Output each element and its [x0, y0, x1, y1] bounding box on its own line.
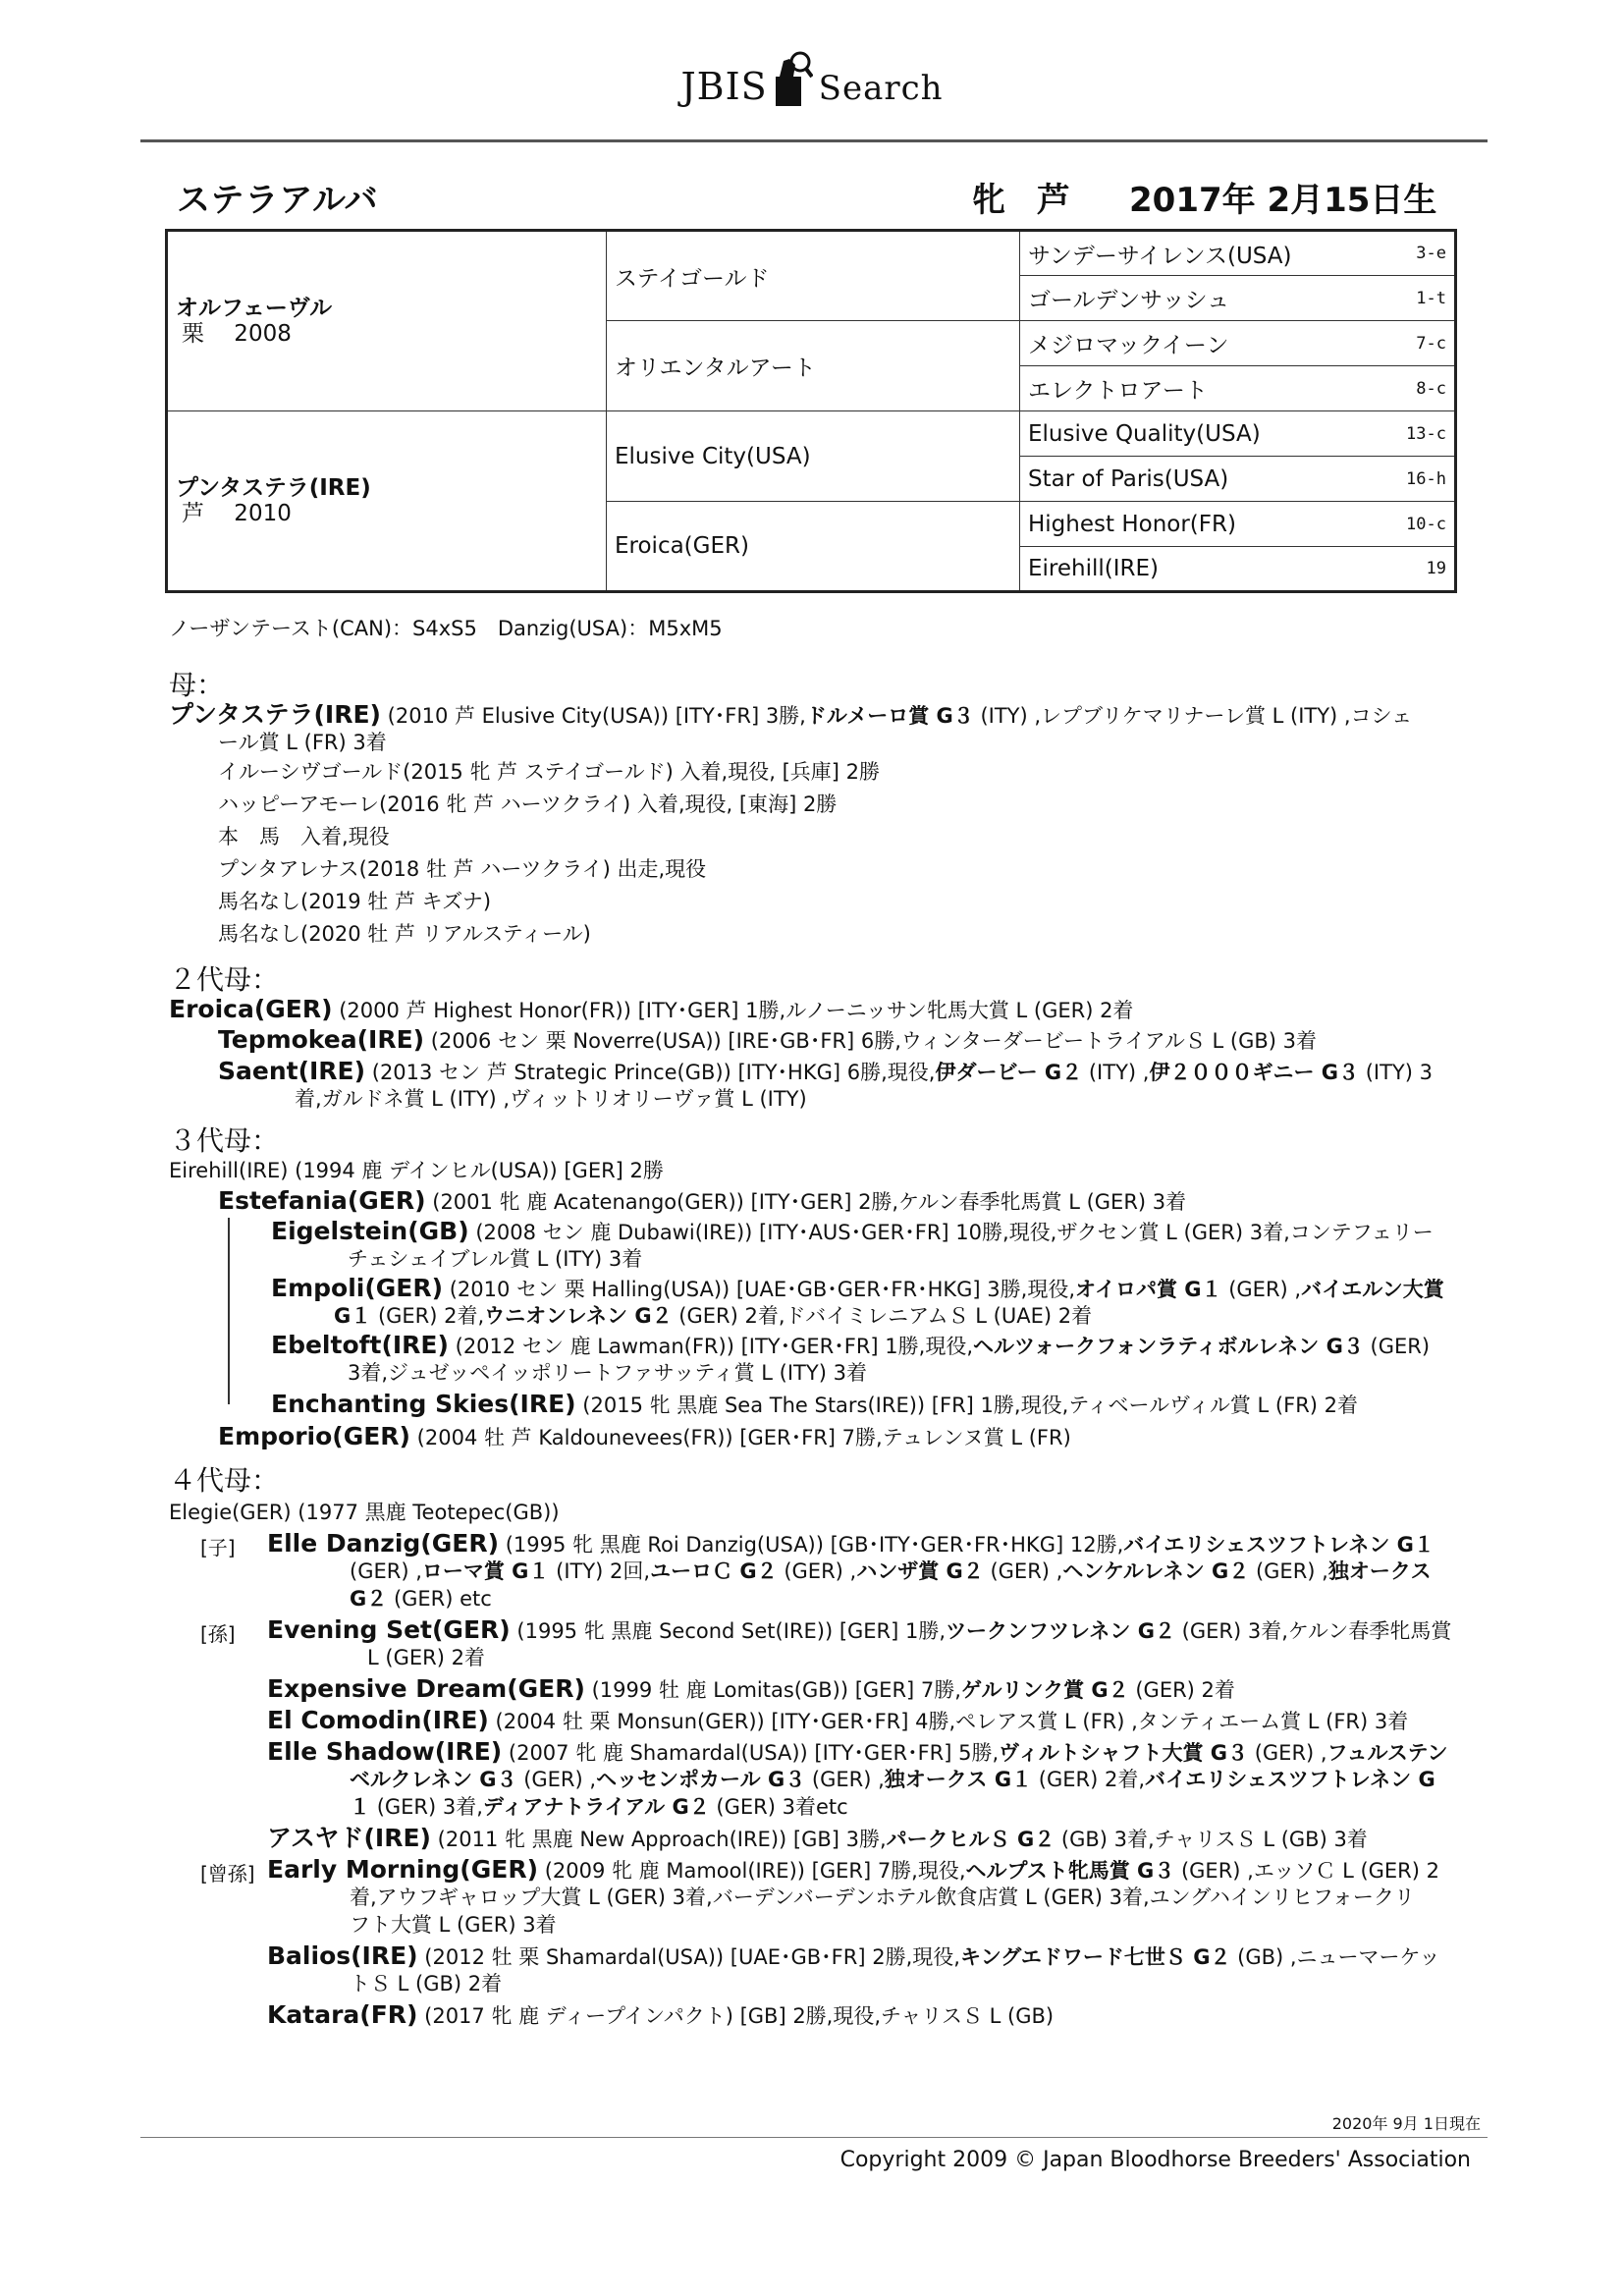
pedigree-gen3-cell	[1020, 457, 1456, 502]
section-gen3-heading: ３代母：	[169, 1124, 280, 1157]
graded-race: ベルクレネン G３	[350, 1768, 517, 1791]
section-dam-heading: 母：	[169, 669, 225, 701]
horse-link: Early Morning(GER)	[267, 1855, 538, 1884]
dam-main-line	[169, 701, 1412, 730]
family-code: 16-h	[1406, 468, 1446, 489]
pedigree-gen3-cell	[1020, 366, 1456, 411]
foal-line: ハッピーアモーレ(2016 牝 芦 ハーツクライ) 入着,現役, [東海] 2勝	[218, 793, 838, 816]
family-code: 8-c	[1416, 378, 1446, 399]
record-text: (2004 牡 栗 Monsun(GER)) [ITY･GER･FR] 4勝,ペレアス賞 L (FR) ,タンティエーム賞 L (FR) 3着	[495, 1710, 1409, 1733]
gen3-name: サンデーサイレンス(USA)	[1028, 243, 1292, 269]
graded-race: 独オークス	[1327, 1559, 1432, 1583]
gen4-line-cont: L (GER) 2着	[367, 1646, 485, 1669]
record-text: (GB) 3着,チャリスＳ L (GB) 3着	[1060, 1828, 1368, 1851]
pedigree-gen3-cell	[1020, 276, 1456, 321]
record-text: (GER) etc	[393, 1587, 492, 1611]
inbreeding-note: ノーザンテースト(CAN)：S4xS5 Danzig(USA)：M5xM5	[169, 617, 723, 640]
gen4-line	[267, 2001, 1054, 2030]
record-text: (GER) 3着,	[376, 1795, 483, 1819]
graded-race: バイエルン大賞	[1301, 1278, 1444, 1301]
horse-link: Enchanting Skies(IRE)	[271, 1390, 576, 1418]
record-text: (2015 牝 黒鹿 Sea The Stars(IRE)) [FR] 1勝,現役,ティベールヴィル賞 L (FR) 2着	[582, 1394, 1359, 1417]
pedigree-gen3-cell	[1020, 231, 1456, 276]
horse-link: Ebeltoft(IRE)	[271, 1331, 449, 1359]
gen2-main-line	[169, 996, 1133, 1024]
gen3-line	[218, 1187, 1186, 1216]
record-text: (GER) ,	[784, 1559, 857, 1583]
gen4-line-cont	[350, 1793, 848, 1821]
horse-link: Balios(IRE)	[267, 1941, 418, 1970]
graded-race: G２	[350, 1587, 388, 1611]
gen3-name: Elusive Quality(USA)	[1028, 420, 1261, 447]
record-text: (GER) 3着,ケルン春季牝馬賞	[1181, 1619, 1452, 1643]
record-text: (1995 牝 黒鹿 Second Set(IRE)) [GER] 1勝,	[516, 1619, 947, 1643]
record-text: (ITY) ,	[1088, 1061, 1150, 1084]
gen4-line-cont	[350, 1585, 492, 1613]
gen2-line	[218, 1058, 1433, 1086]
horse-link: Elle Shadow(IRE)	[267, 1737, 503, 1766]
graded-race: バイエリシェスツフトレネン G１	[1123, 1533, 1435, 1557]
record-text: (GER) 2着,	[1038, 1768, 1146, 1791]
record-text: (2006 セン 栗 Noverre(USA)) [IRE･GB･FR] 6勝,ウィンターダービートライアルＳ L (GB) 3着	[430, 1029, 1318, 1053]
record-text: (GER) 3着etc	[716, 1795, 848, 1819]
graded-race: 伊ダービー G２	[935, 1061, 1083, 1084]
horse-link: Emporio(GER)	[218, 1422, 410, 1450]
pedigree-gen3-cell	[1020, 411, 1456, 457]
foal-line: 本 馬 入着,現役	[218, 825, 390, 848]
pedigree-gen3-cell	[1020, 502, 1456, 547]
graded-race: ヘンケルレネン G２	[1062, 1559, 1250, 1583]
record-text: (2017 牝 鹿 ディープインパクト) [GB] 2勝,現役,チャリスＳ L (GB)	[424, 2004, 1055, 2028]
gen4-line-cont	[350, 1766, 1435, 1793]
gen3-name: メジロマックイーン	[1028, 333, 1229, 358]
record-text: (2011 牝 黒鹿 New Approach(IRE)) [GB] 3勝,	[437, 1828, 887, 1851]
dam-info: 芦 2010	[182, 501, 292, 526]
horse-link: Elle Danzig(GER)	[267, 1529, 500, 1558]
family-code: 19	[1426, 559, 1446, 578]
pedigree-gen3-cell	[1020, 321, 1456, 366]
record-text: (2012 牡 栗 Shamardal(USA)) [UAE･GB･FR] 2勝,現役,	[424, 1945, 960, 1969]
graded-race: ゲルリンク賞 G２	[960, 1678, 1129, 1702]
graded-race: キングエドワード七世Ｓ G２	[959, 1945, 1231, 1969]
dam-name: プンタステラ(IRE)	[176, 475, 371, 501]
record-text: (GER) ,	[811, 1768, 885, 1791]
graded-race: １	[350, 1795, 370, 1819]
record-text: (2012 セン 鹿 Lawman(FR)) [ITY･GER･FR] 1勝,現役,	[455, 1335, 974, 1358]
graded-race: ヘルツォークフォンラティボルレネン G３	[973, 1335, 1364, 1358]
pedigree-gen2-cell: オリエンタルアート	[607, 321, 1020, 411]
gen3-line	[271, 1332, 1430, 1360]
horse-link: Expensive Dream(GER)	[267, 1674, 585, 1703]
graded-race: ユーロＣ G２	[650, 1559, 778, 1583]
gen4-line	[267, 1738, 1447, 1767]
relation-tag-great-grandchild: [曾孫]	[200, 1862, 255, 1886]
gen4-line	[267, 1530, 1435, 1558]
graded-race: ドルメーロ賞 G３	[805, 704, 974, 728]
horse-link: Estefania(GER)	[218, 1186, 426, 1215]
gen3-line	[271, 1275, 1444, 1303]
gen3-line-cont	[334, 1302, 1092, 1330]
gen3-line	[271, 1218, 1434, 1246]
record-text: (GER)	[1370, 1335, 1431, 1358]
horse-link: El Comodin(IRE)	[267, 1706, 489, 1734]
record-text: (2009 牝 鹿 Mamool(IRE)) [GER] 7勝,現役,	[544, 1859, 966, 1883]
pedigree-gen3-cell	[1020, 547, 1456, 592]
graded-race: ウニオンレネン G２	[484, 1304, 673, 1328]
graded-race: ローマ賞 G１	[421, 1559, 550, 1583]
gen3-name: ゴールデンサッシュ	[1028, 288, 1230, 313]
record-text: (GER) 2着	[1135, 1678, 1235, 1702]
footer-rule	[140, 2137, 1488, 2138]
record-text: (GER) 2着,ドバイミレニアムＳ L (UAE) 2着	[678, 1304, 1093, 1328]
gen3-name: Eirehill(IRE)	[1028, 556, 1160, 581]
gen3-line	[271, 1391, 1358, 1419]
pedigree-sire	[167, 231, 607, 411]
gen4-line	[267, 1616, 1451, 1645]
graded-race: ディアナトライアル G２	[482, 1795, 710, 1819]
gen3-line-cont: 3着,ジュゼッペイッポリートファサッティ賞 L (ITY) 3着	[348, 1361, 867, 1385]
pedigree-gen2-cell: ステイゴールド	[607, 231, 1020, 321]
dam-main-text: (ITY) ,レプブリケマリナーレ賞 L (ITY) ,コシェ	[980, 704, 1413, 728]
record-text: (GER) ,	[990, 1559, 1063, 1583]
gen3-line-cont: チェシェイブレル賞 L (ITY) 3着	[348, 1247, 643, 1271]
horse-link: Katara(FR)	[267, 2000, 418, 2029]
sire-name: オルフェーヴル	[176, 296, 333, 321]
gen3-main-line: Eirehill(IRE) (1994 鹿 デインヒル(USA)) [GER] 2勝	[169, 1159, 664, 1182]
pedigree-gen2-cell: Eroica(GER)	[607, 502, 1020, 592]
pedigree-gen2-cell: Elusive City(USA)	[607, 411, 1020, 502]
record-text: (GER) ,	[523, 1768, 597, 1791]
horse-birth-date: 2017年 2月15日生	[1129, 181, 1437, 220]
foal-line: プンタアレナス(2018 牡 芦 ハーツクライ) 出走,現役	[218, 857, 707, 881]
foal-line: イルーシヴゴールド(2015 牝 芦 ステイゴールド) 入着,現役, [兵庫] 2勝	[218, 760, 880, 784]
section-gen2-heading: ２代母：	[169, 963, 280, 996]
graded-race: ヘッセンポカール G３	[596, 1768, 806, 1791]
horse-link: Evening Set(GER)	[267, 1615, 511, 1644]
graded-race: ヘルプスト牝馬賞 G３	[965, 1859, 1175, 1883]
record-text: (GB) ,ニューマーケッ	[1237, 1945, 1440, 1969]
family-code: 1-t	[1416, 288, 1446, 308]
relation-tag-child: [子]	[200, 1536, 236, 1559]
record-text: (ITY) 2回,	[556, 1559, 651, 1583]
record-text: (2013 セン 芦 Strategic Prince(GB)) [ITY･HKG] 6勝,現役,	[371, 1061, 936, 1084]
pedigree-table	[165, 229, 1457, 593]
record-text: (GER) ,エッソＣ L (GER) 2	[1180, 1859, 1440, 1883]
record-text: (2008 セン 鹿 Dubawi(IRE)) [ITY･AUS･GER･FR] 10勝,現役,ザクセン賞 L (GER) 3着,コンテフェリー	[475, 1221, 1434, 1244]
gen4-main-line: Elegie(GER) (1977 黒鹿 Teotepec(GB))	[169, 1501, 560, 1524]
dam-main-cont: ール賞 L (FR) 3着	[218, 731, 387, 754]
horse-magnifier-icon	[774, 51, 813, 108]
horse-link: アスヤド(IRE)	[267, 1824, 431, 1852]
gen3-name: Star of Paris(USA)	[1028, 465, 1229, 492]
graded-race: バイエリシェスツフトレネン G	[1145, 1768, 1435, 1791]
gen2-main-text: (2000 芦 Highest Honor(FR)) [ITY･GER] 1勝,ルノーニッサン牝馬大賞 L (GER) 2着	[339, 999, 1134, 1022]
foal-line: 馬名なし(2020 牡 芦 リアルスティール)	[218, 922, 591, 946]
horse-name: ステラアルバ	[177, 181, 379, 220]
record-text: (2007 牝 鹿 Shamardal(USA)) [ITY･GER･FR] 5勝,	[508, 1741, 1000, 1765]
record-text: (2001 牝 鹿 Acatenango(GER)) [ITY･GER] 2勝,ケルン春季牝馬賞 L (GER) 3着	[432, 1190, 1187, 1214]
gen4-line-cont: トＳ L (GB) 2着	[350, 1972, 503, 1995]
header-rule	[140, 139, 1488, 142]
record-text: (2010 セン 栗 Halling(USA)) [UAE･GB･GER･FR･HKG] 3勝,現役,	[449, 1278, 1076, 1301]
graded-race: フュルステン	[1326, 1741, 1448, 1765]
gen2-main-name: Eroica(GER)	[169, 995, 333, 1023]
family-code: 7-c	[1416, 333, 1446, 354]
record-text: (GER) ,	[1254, 1741, 1327, 1765]
gen3-name: エレクトロアート	[1028, 378, 1208, 404]
record-text: (GER) ,	[350, 1559, 422, 1583]
gen4-line	[267, 1856, 1439, 1885]
section-gen4-heading: ４代母：	[169, 1464, 280, 1497]
family-code: 13-c	[1406, 423, 1446, 444]
graded-race: ツークンフツレネン G２	[946, 1619, 1175, 1643]
record-text: (GER) ,	[1255, 1559, 1328, 1583]
graded-race: パークヒルＳ G２	[886, 1828, 1056, 1851]
gen4-line	[267, 1675, 1235, 1704]
record-text: (GER) 2着,	[377, 1304, 485, 1328]
graded-race: オイロパ賞 G１	[1075, 1278, 1222, 1301]
as-of-date: 2020年 9月 1日現在	[1331, 2114, 1481, 2133]
dam-main-name: プンタステラ(IRE)	[169, 700, 381, 729]
record-text: (ITY) 3	[1365, 1061, 1433, 1084]
gen2-line-cont: 着,ガルドネ賞 L (ITY) ,ヴィットリオリーヴァ賞 L (ITY)	[295, 1087, 807, 1111]
graded-race: ハンザ賞 G２	[856, 1559, 984, 1583]
pedigree-dam	[167, 411, 607, 592]
family-code: 10-c	[1406, 514, 1446, 534]
graded-race: ヴィルトシャフト大賞 G３	[999, 1741, 1249, 1765]
gen4-line	[267, 1707, 1408, 1735]
horse-link: Tepmokea(IRE)	[218, 1025, 425, 1054]
sire-info: 栗 2008	[182, 321, 292, 347]
horse-link: Eigelstein(GB)	[271, 1217, 469, 1245]
gen4-line	[267, 1942, 1440, 1971]
dam-main-text: (2010 芦 Elusive City(USA)) [ITY･FR] 3勝,	[387, 704, 806, 728]
family-code: 3-e	[1416, 244, 1446, 263]
jbis-search-logo	[0, 51, 1624, 108]
gen4-line-cont	[350, 1558, 1432, 1585]
gen4-line	[267, 1825, 1368, 1853]
horse-sex-color: 牝 芦	[972, 181, 1080, 220]
graded-race: G１	[334, 1304, 372, 1328]
logo-text-jbis: JBIS	[680, 65, 768, 108]
relation-tag-grandchild: [孫]	[200, 1622, 236, 1646]
record-text: (1999 牡 鹿 Lomitas(GB)) [GER] 7勝,	[591, 1678, 961, 1702]
record-text: (GER) ,	[1228, 1278, 1302, 1301]
gen4-line-cont: 着,アウフギャロップ大賞 L (GER) 3着,バーデンバーデンホテル飲食店賞 L (GER) 3着,ユングハインリヒフォークリ	[350, 1886, 1415, 1909]
gen3-line	[218, 1423, 1071, 1451]
horse-link: Saent(IRE)	[218, 1057, 366, 1085]
gen4-line-cont: フト大賞 L (GER) 3着	[350, 1913, 557, 1937]
foal-line: 馬名なし(2019 牡 芦 キズナ)	[218, 890, 492, 913]
horse-link: Empoli(GER)	[271, 1274, 444, 1302]
family-tree-line	[228, 1218, 230, 1404]
graded-race: 独オークス G１	[884, 1768, 1033, 1791]
gen2-line	[218, 1026, 1317, 1055]
graded-race: 伊２０００ギニー G３	[1149, 1061, 1360, 1084]
record-text: (2004 牡 芦 Kaldounevees(FR)) [GER･FR] 7勝,テュレンヌ賞 L (FR)	[416, 1426, 1071, 1449]
copyright-notice: Copyright 2009 © Japan Bloodhorse Breeders' Association	[839, 2148, 1471, 2172]
gen3-name: Highest Honor(FR)	[1028, 511, 1236, 537]
logo-text-search: Search	[818, 69, 944, 108]
record-text: (1995 牝 黒鹿 Roi Danzig(USA)) [GB･ITY･GER･FR･HKG] 12勝,	[505, 1533, 1124, 1557]
